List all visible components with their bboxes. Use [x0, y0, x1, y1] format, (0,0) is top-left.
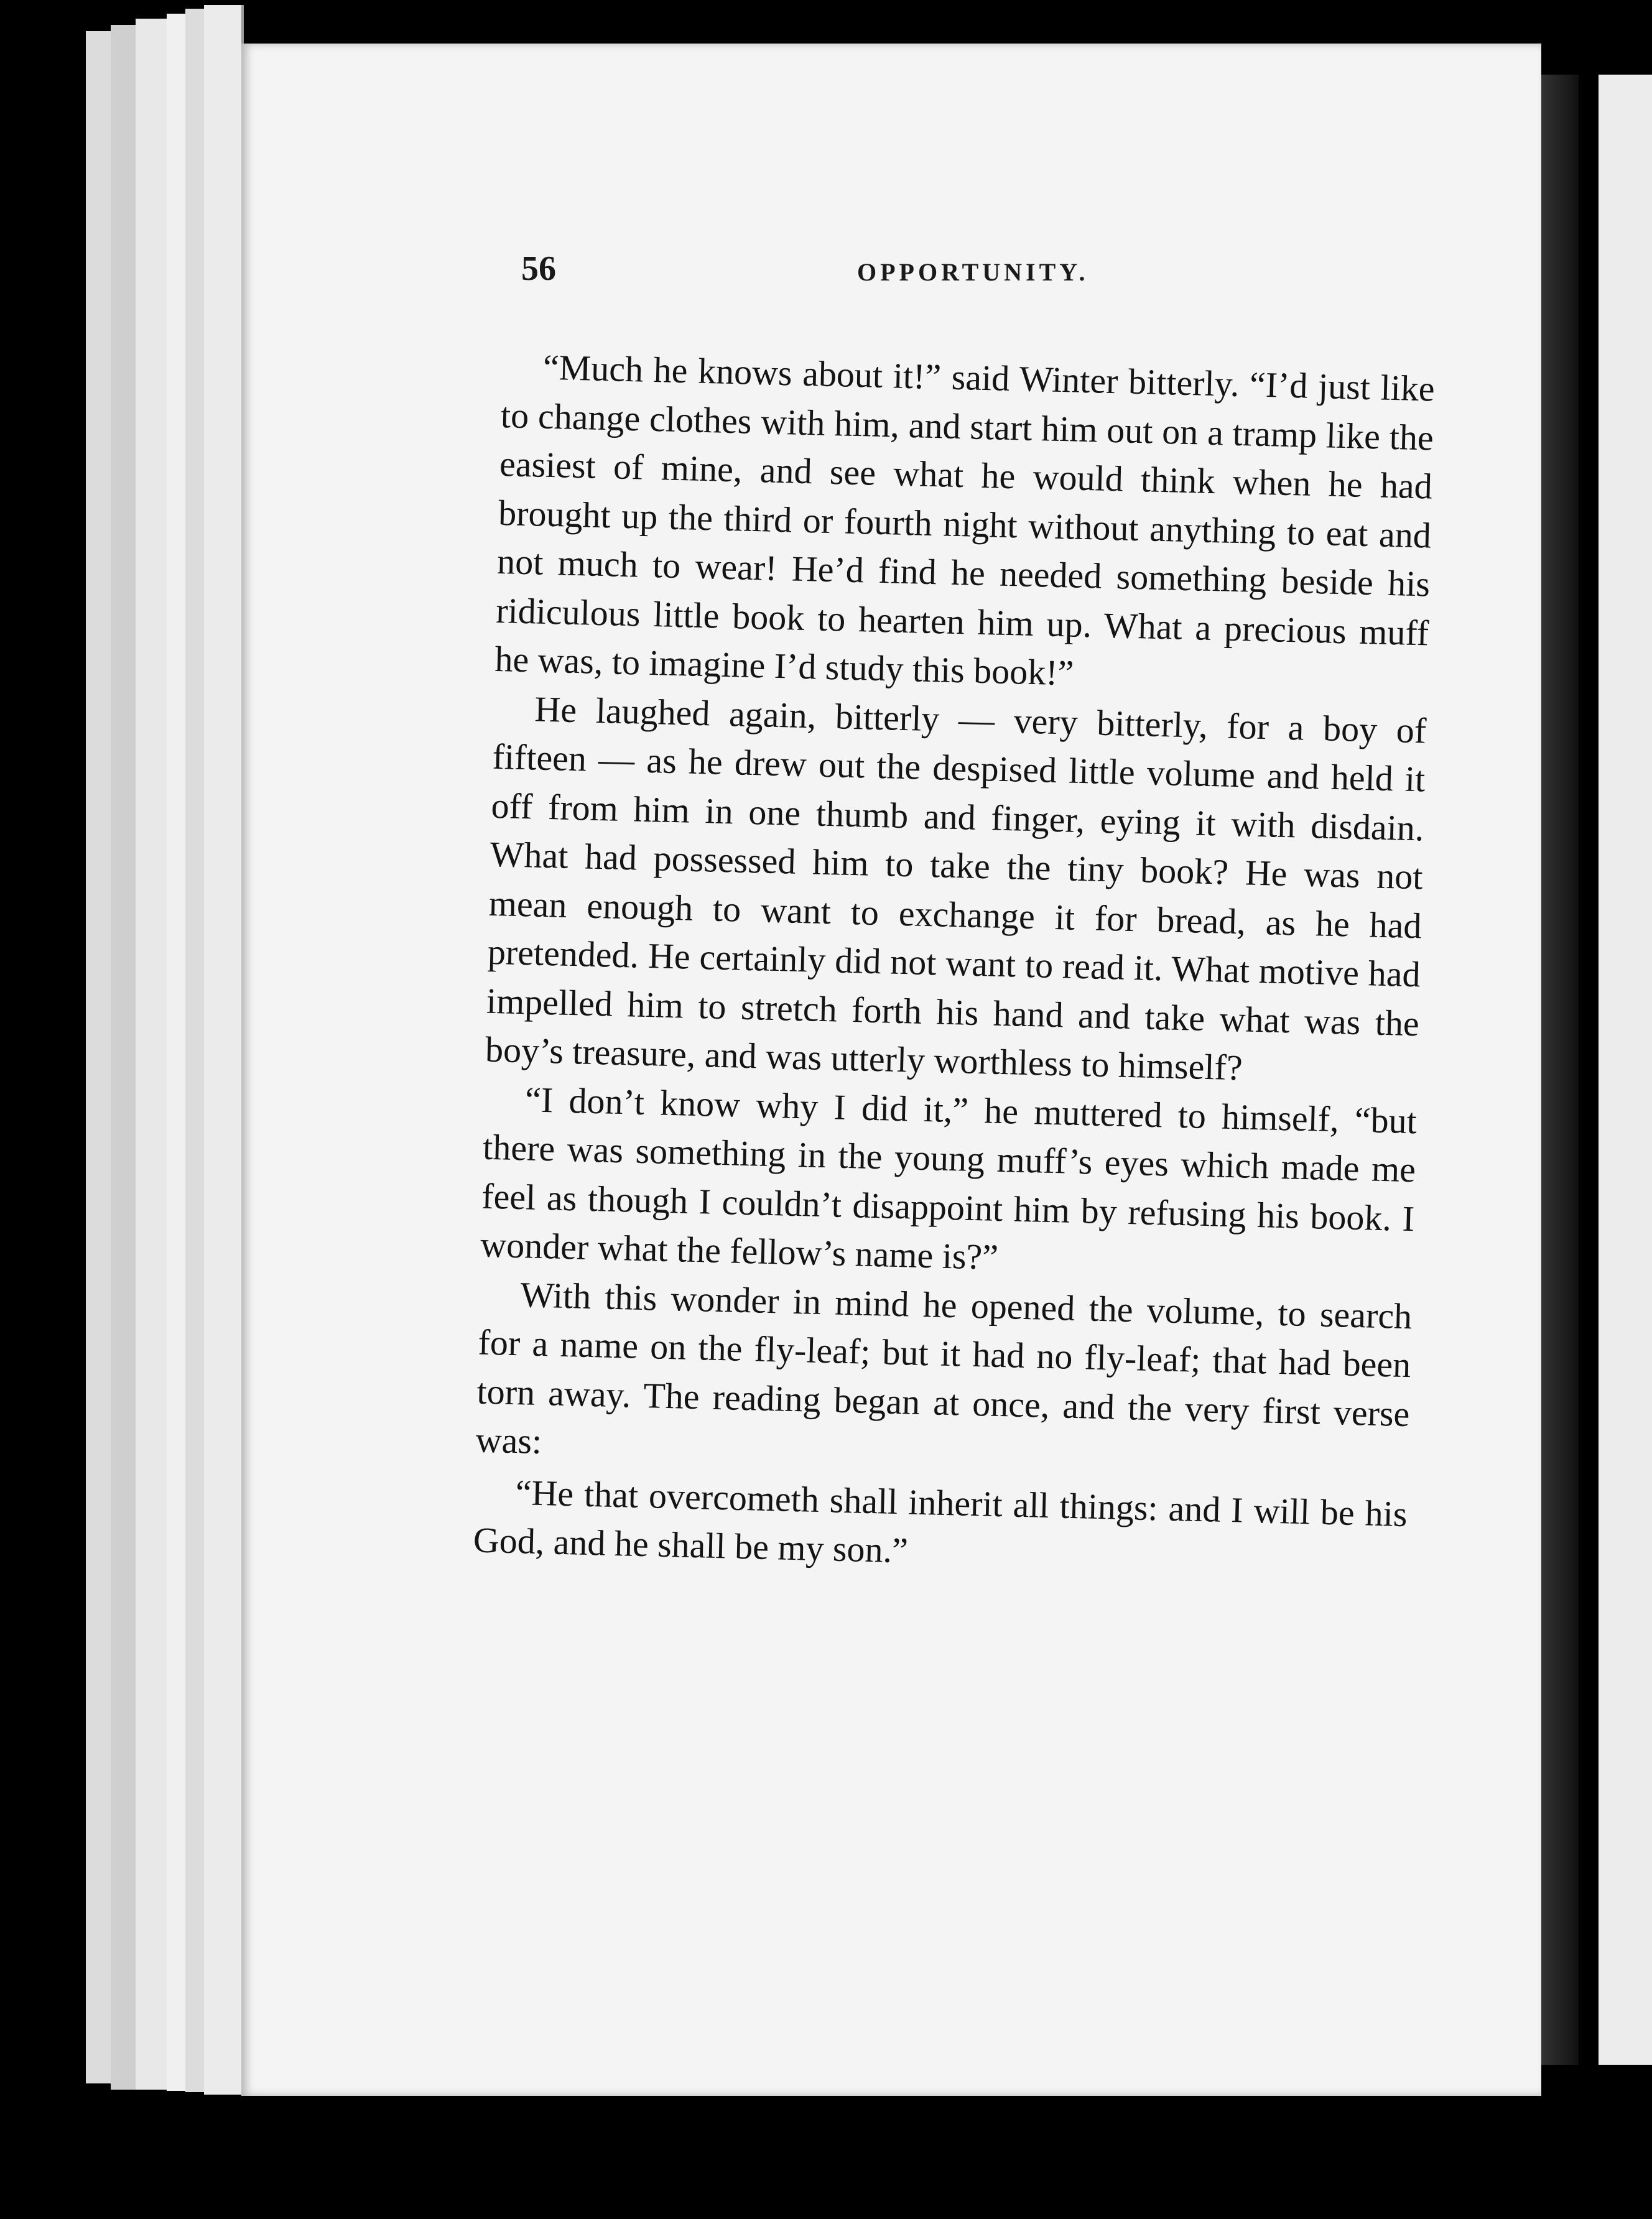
page-edge	[86, 31, 113, 2083]
verse-quote: “He that overcometh shall inherit all things: and I will be his God, and he shall be my son.”	[473, 1471, 1408, 1571]
page-edge	[167, 14, 187, 2091]
page-number: 56	[521, 249, 556, 288]
page-edge	[111, 25, 138, 2090]
paragraph: “I don’t know why I did it,” he muttered to himself, “but there was something in the young muff’s eyes which made me feel as though I couldn’t disappoint him by refusing his book. I wonder what the fellow’s name is?”	[480, 1078, 1418, 1277]
running-head: OPPORTUNITY.	[857, 258, 1089, 286]
page-header	[241, 249, 1541, 299]
paragraph: “Much he knows about it!” said Winter bitterly. “I’d just like to change clothes with him, and start him out on a tramp like the easiest of mine, and see what he would think when he had brought up the third or fourth night without anything to eat and not much to wear! He’d find he needed something beside his ridiculous little book to hearten him up. What a precious muff he was, to imagine I’d study this book!”	[494, 346, 1436, 693]
paragraph: With this wonder in mind he opened the volume, to search for a name on the fly-leaf; but it had no fly-leaf; that had been torn away. The reading began at once, and the very first verse was:	[475, 1274, 1413, 1462]
body-text	[473, 342, 1436, 1588]
facing-page-edge	[1599, 75, 1652, 2065]
page-edge	[136, 19, 170, 2090]
paragraph: He laughed again, bitterly — very bitterly, for a boy of fifteen — as he drew out the despised little volume and held it off from him in one thumb and finger, eying it with disdain. What had possessed him to take the tiny book? He was not mean enough to want to exchange it for bread, as he had pretended. He certainly did not want to read it. What motive had impelled him to stretch forth his hand and take what was the boy’s treasure, and was utterly worthless to himself?	[485, 688, 1427, 1088]
gutter-shadow	[1541, 75, 1579, 2065]
book-page	[241, 44, 1541, 2096]
page-edge	[204, 5, 244, 2095]
